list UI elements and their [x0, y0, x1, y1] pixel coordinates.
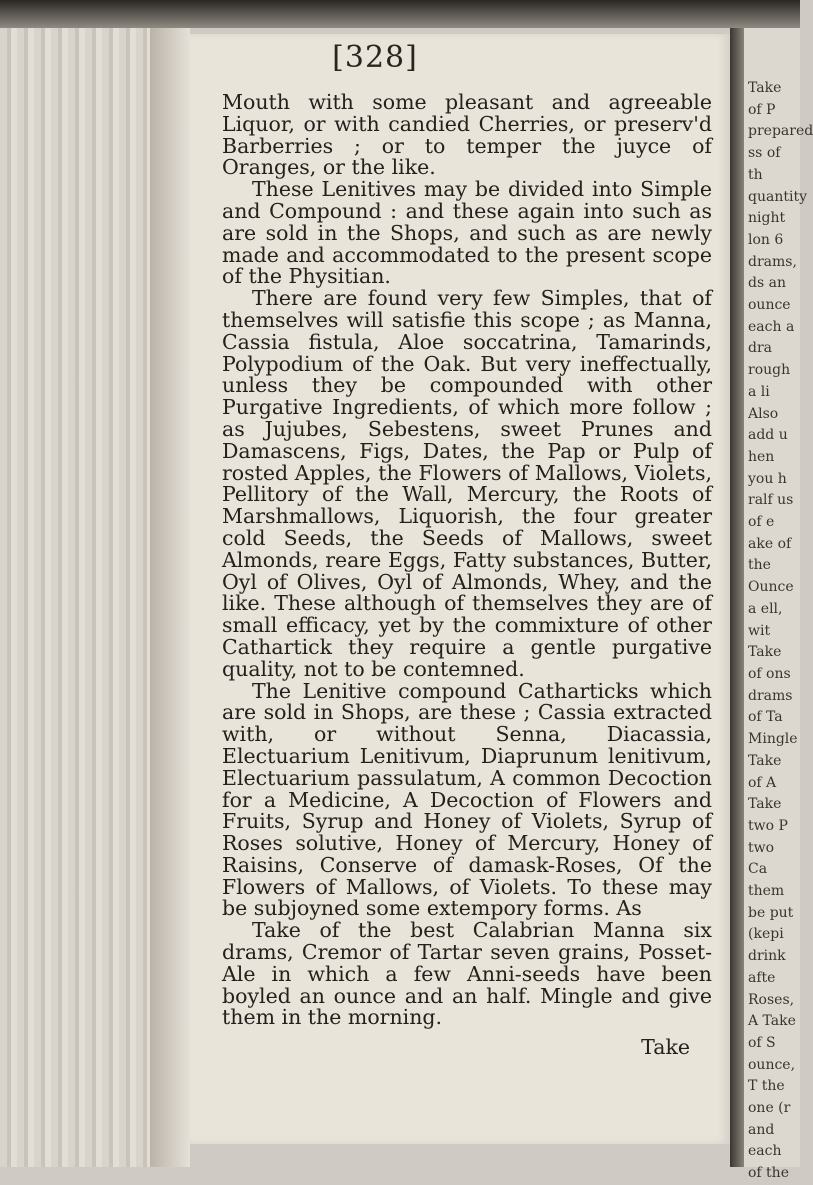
next-page-fragments: Take of P prepared ss of th quantity night lon 6 drams, ds an ounce each a dra rough a li Also add u hen you h ralf us of e ake of the Ounce a ell, wit Take of ons drams of Ta Mingle Take of A Take two P two Ca them be put (kepi drink afte Roses, A Take of S ounce, T the one (r and each of the [748, 80, 813, 1182]
paragraph-4: The Lenitive compound Catharticks which are sold in Shops, are these ; Cassia extracted with, or without Senna, Diacassia, Electuarium Lenitivum, Diaprunum lenitivum, Electuarium passulatum, A common Decoction for a Medicine, A Decoction of Flowers and Fruits, Syrup and Honey of Violets, Syrup of Roses solutive, Honey of Mercury, Honey of Raisins, Conserve of damask-Roses, Of the Flowers of Mallows, of Violets. To these may be subjoyned some extempory forms. As [222, 678, 712, 921]
page-body [222, 92, 712, 1059]
adjacent-page-edges [0, 28, 150, 1167]
paragraph-3: There are found very few Simples, that of themselves will satisfie this scope ; as Manna, Cassia fistula, Aloe soccatrina, Tamarinds, Polypodium of the Oak. But very ineffectually, unless they be compounded with other Purgative Ingredients, of which more follow ; as Jujubes, Sebestens, sweet Prunes and Damascens, Figs, Dates, the Pap or Pulp of rosted Apples, the Flowers of Mallows, Violets, Pellitory of the Wall, Mercury, the Roots of Marshmallows, Liquorish, the four greater cold Seeds, the Seeds of Mallows, sweet Almonds, reare Eggs, Fatty substances, Butter, Oyl of Olives, Oyl of Almonds, Whey, and the like. These although of themselves they are of small efficacy, yet by the commixture of other Cathartick they require a gentle purgative quality, not to be contemned. [222, 286, 712, 681]
paragraph-2: These Lenitives may be divided into Simple and Compound : and these again into such as are sold in the Shops, and such as are newly made and accommodated to the present scope of the Physitian. [222, 177, 712, 289]
paragraph-5: Take of the best Calabrian Manna six drams, Cremor of Tartar seven grains, Posset-Ale in which a few Anni-seeds have been boyled an ounce and an half. Mingle and give them in the morning. [222, 918, 712, 1030]
scan-shadow-top [0, 0, 800, 28]
page-number: [328] [332, 40, 418, 75]
page-gutter [150, 28, 190, 1167]
paragraph-1: Mouth with some pleasant and agreeable Liquor, or with candied Cherries, or preserv'd Barberries ; or to temper the juyce of Oranges, or the like. [222, 90, 712, 180]
next-page-edge [744, 28, 813, 1182]
book-binding [730, 28, 744, 1167]
catchword: Take [641, 1035, 690, 1060]
